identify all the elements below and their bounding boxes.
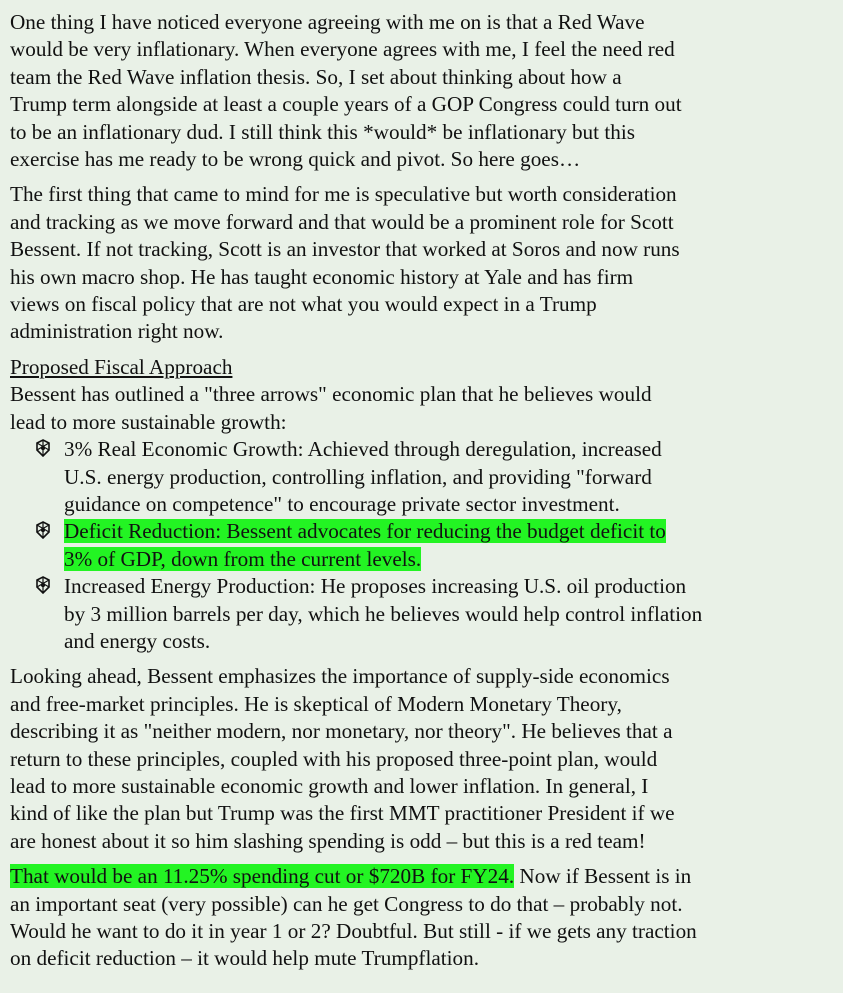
text-line: Bessent has outlined a "three arrows" economic plan that he believes would xyxy=(10,382,652,407)
text-line: on deficit reduction – it would help mute Trumpflation. xyxy=(10,946,480,971)
section-heading: Proposed Fiscal Approach xyxy=(10,354,233,379)
paragraph-red-wave xyxy=(10,9,835,173)
list-item-energy xyxy=(10,573,835,655)
text-line: Trump term alongside at least a couple years of a GOP Congress could turn out xyxy=(10,92,682,117)
paragraph-bessent-intro xyxy=(10,181,835,345)
leaf-bullet-icon xyxy=(34,521,52,539)
text-line: Would he want to do it in year 1 or 2? Doubtful. But still - if we gets any traction xyxy=(10,919,697,943)
three-arrows-list xyxy=(10,436,835,655)
text-line: and energy costs. xyxy=(64,628,211,653)
paragraph-spending-cut xyxy=(10,863,835,973)
text-line: U.S. energy production, controlling inflation, and providing "forward xyxy=(64,464,652,489)
text-line: would be very inflationary. When everyone agrees with me, I feel the need red xyxy=(10,37,675,62)
text-line: Looking ahead, Bessent emphasizes the importance of supply-side economics xyxy=(10,664,670,689)
text-line: an important seat (very possible) can he get Congress to do that – probably not. xyxy=(10,891,683,916)
text-line: Bessent. If not tracking, Scott is an investor that worked at Soros and now runs xyxy=(10,237,680,262)
list-item-deficit xyxy=(10,518,835,573)
text-line: lead to more sustainable economic growth and lower inflation. In general, I xyxy=(10,773,649,798)
text-line: and free-market principles. He is skeptical of Modern Monetary Theory, xyxy=(10,691,622,716)
highlighted-text: That would be an 11.25% spending cut or $720B for FY24. xyxy=(10,864,515,889)
text-line: administration right now. xyxy=(10,319,224,344)
highlighted-text: 3% of GDP, down from the current levels. xyxy=(64,546,422,571)
leaf-bullet-icon xyxy=(34,439,52,457)
text-line: Increased Energy Production: He proposes increasing U.S. oil production xyxy=(64,574,687,599)
text-line: are honest about it so him slashing spending is odd – but this is a red team! xyxy=(10,828,646,853)
section-heading-block xyxy=(10,354,835,436)
text-line: by 3 million barrels per day, which he believes would help control inflation xyxy=(64,601,703,626)
text-line: return to these principles, coupled with his proposed three-point plan, would xyxy=(10,746,658,771)
text-line: One thing I have noticed everyone agreeing with me on is that a Red Wave xyxy=(10,10,645,34)
text-fragment: Now if Bessent is in xyxy=(514,864,692,889)
text-line: team the Red Wave inflation thesis. So, I set about thinking about how a xyxy=(10,64,622,89)
text-line: kind of like the plan but Trump was the first MMT practitioner President if we xyxy=(10,801,675,826)
text-line: and tracking as we move forward and that would be a prominent role for Scott xyxy=(10,209,674,234)
text-line: his own macro shop. He has taught economic history at Yale and has firm xyxy=(10,264,634,289)
text-line: describing it as "neither modern, nor monetary, nor theory". He believes that a xyxy=(10,719,673,744)
text-line: to be an inflationary dud. I still think this *would* be inflationary but this xyxy=(10,119,635,144)
leaf-bullet-icon xyxy=(34,576,52,594)
text-line: exercise has me ready to be wrong quick and pivot. So here goes… xyxy=(10,147,581,172)
text-line: 3% Real Economic Growth: Achieved through deregulation, increased xyxy=(64,437,662,462)
text-line: views on fiscal policy that are not what you would expect in a Trump xyxy=(10,292,597,317)
text-line: lead to more sustainable growth: xyxy=(10,409,287,434)
text-line: The first thing that came to mind for me is speculative but worth consideration xyxy=(10,182,677,207)
text-line: guidance on competence" to encourage private sector investment. xyxy=(64,491,620,516)
highlighted-text: Deficit Reduction: Bessent advocates for reducing the budget deficit to xyxy=(64,519,666,544)
list-item-growth xyxy=(10,436,835,518)
paragraph-looking-ahead xyxy=(10,663,835,855)
